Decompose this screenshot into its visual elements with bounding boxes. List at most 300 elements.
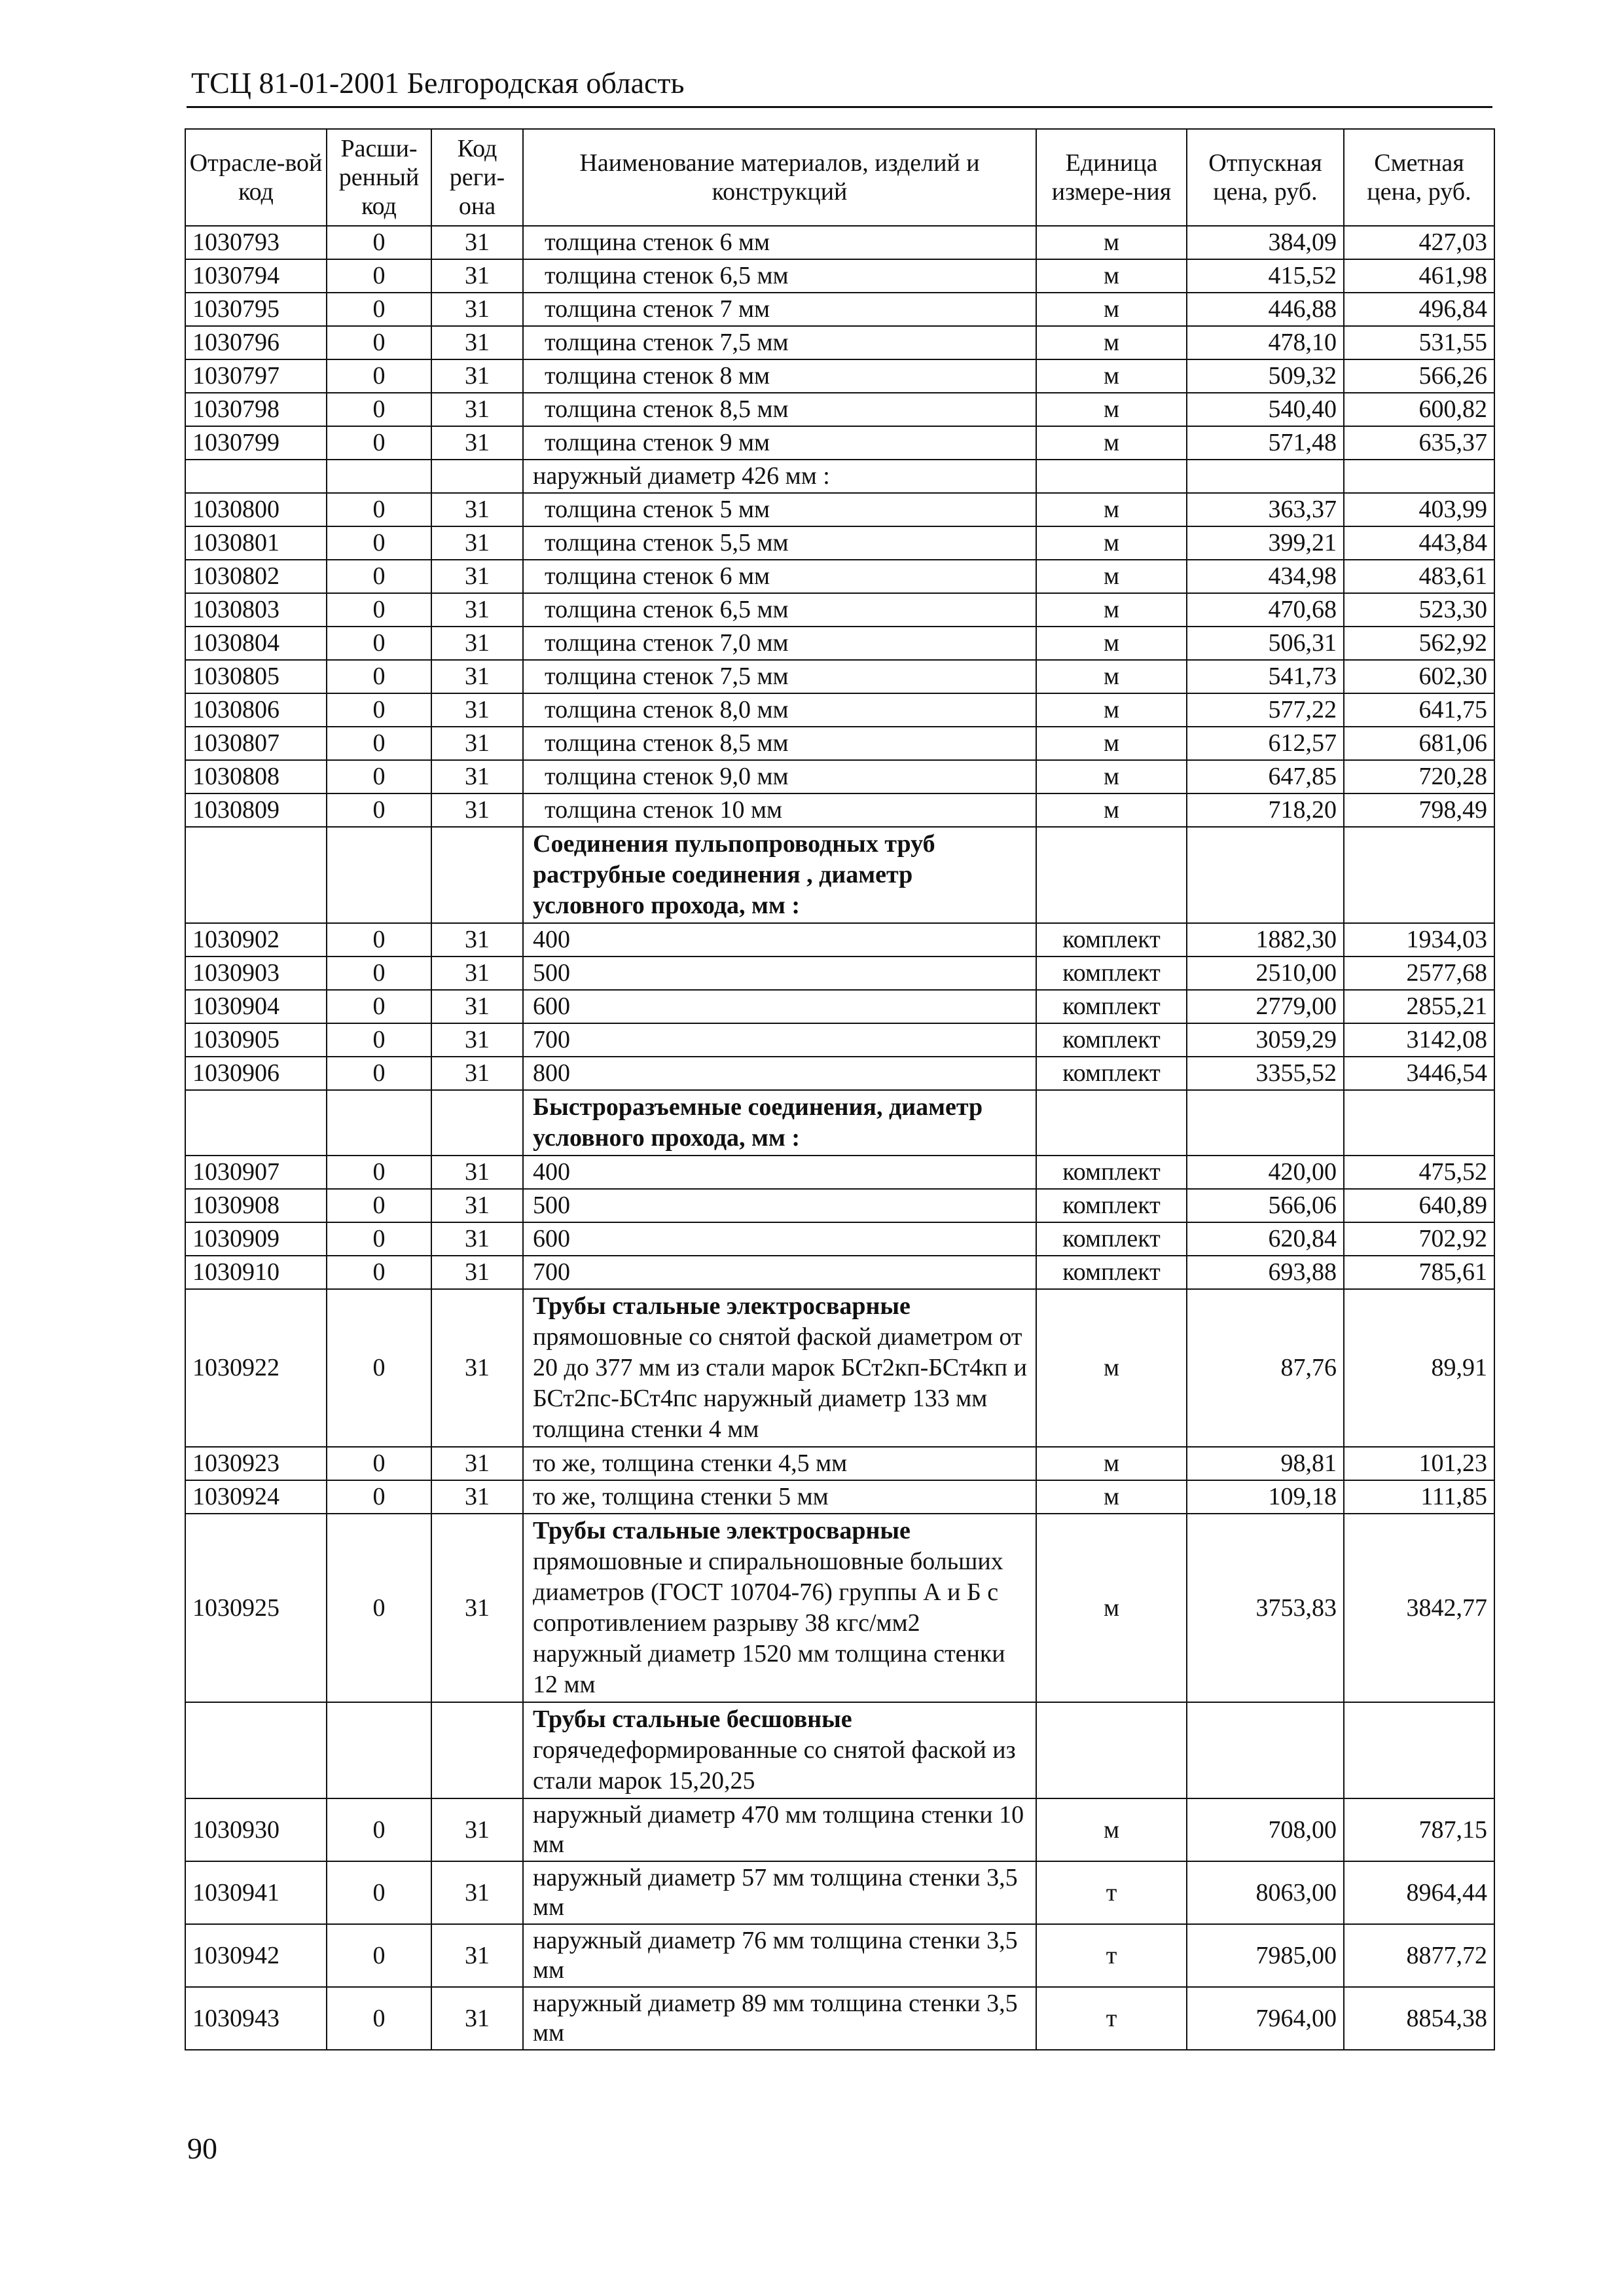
cell-release-price: 478,10 [1187, 326, 1344, 359]
cell-sector-code: 1030808 [185, 760, 327, 793]
cell-unit: комплект [1036, 1057, 1187, 1090]
cell-unit: м [1036, 1798, 1187, 1861]
section-header-row [185, 1090, 1494, 1156]
cell-name: наружный диаметр 470 мм толщина стенки 10 мм [523, 1798, 1036, 1861]
cell-region-code: 31 [431, 493, 523, 526]
cell-release-price: 718,20 [1187, 793, 1344, 827]
cell-extended-code: 0 [327, 326, 431, 359]
cell-estimate-price: 531,55 [1344, 326, 1494, 359]
cell-extended-code: 0 [327, 727, 431, 760]
table-row [185, 923, 1494, 957]
cell-extended-code: 0 [327, 693, 431, 727]
cell-sector-code: 1030799 [185, 426, 327, 460]
cell-sector-code: 1030925 [185, 1514, 327, 1702]
cell-unit: т [1036, 1861, 1187, 1924]
cell-unit: комплект [1036, 1256, 1187, 1289]
cell-extended-code: 0 [327, 760, 431, 793]
cell-estimate-price: 566,26 [1344, 359, 1494, 393]
cell-empty [185, 827, 327, 923]
cell-name: толщина стенок 5 мм [523, 493, 1036, 526]
cell-empty [1036, 1702, 1187, 1798]
section-title: Трубы стальные электросварные [533, 1517, 911, 1544]
cell-unit: м [1036, 526, 1187, 560]
cell-sector-code: 1030904 [185, 990, 327, 1023]
cell-name: толщина стенок 6 мм [523, 226, 1036, 259]
cell-unit: м [1036, 727, 1187, 760]
cell-region-code: 31 [431, 957, 523, 990]
cell-estimate-price: 475,52 [1344, 1156, 1494, 1189]
table-row [185, 1156, 1494, 1189]
cell-sector-code: 1030805 [185, 660, 327, 693]
cell-extended-code: 0 [327, 1189, 431, 1222]
cell-estimate-price: 89,91 [1344, 1289, 1494, 1447]
cell-estimate-price: 3842,77 [1344, 1514, 1494, 1702]
cell-region-code: 31 [431, 560, 523, 593]
cell-estimate-price: 483,61 [1344, 560, 1494, 593]
cell-sector-code: 1030905 [185, 1023, 327, 1057]
table-body [185, 226, 1494, 2050]
cell-region-code: 31 [431, 923, 523, 957]
cell-empty [1344, 1702, 1494, 1798]
cell-unit: м [1036, 760, 1187, 793]
cell-sector-code: 1030941 [185, 1861, 327, 1924]
table-row [185, 1057, 1494, 1090]
cell-name: 500 [523, 957, 1036, 990]
cell-sector-code: 1030922 [185, 1289, 327, 1447]
cell-extended-code: 0 [327, 393, 431, 426]
cell-unit: комплект [1036, 957, 1187, 990]
cell-empty [1187, 460, 1344, 493]
cell-name: толщина стенок 6,5 мм [523, 593, 1036, 627]
cell-release-price: 2510,00 [1187, 957, 1344, 990]
column-header-release-price: Отпускная цена, руб. [1187, 129, 1344, 226]
table-row [185, 326, 1494, 359]
cell-release-price: 98,81 [1187, 1447, 1344, 1480]
cell-release-price: 693,88 [1187, 1256, 1344, 1289]
cell-name [523, 1090, 1036, 1156]
cell-estimate-price: 523,30 [1344, 593, 1494, 627]
cell-name: толщина стенок 9,0 мм [523, 760, 1036, 793]
column-header-sector-code: Отрасле-вой код [185, 129, 327, 226]
cell-release-price: 420,00 [1187, 1156, 1344, 1189]
cell-region-code: 31 [431, 1798, 523, 1861]
cell-sector-code: 1030797 [185, 359, 327, 393]
cell-sector-code: 1030800 [185, 493, 327, 526]
cell-extended-code: 0 [327, 560, 431, 593]
cell-extended-code: 0 [327, 259, 431, 293]
cell-empty [327, 827, 431, 923]
cell-extended-code: 0 [327, 1023, 431, 1057]
table-row [185, 990, 1494, 1023]
cell-empty [327, 460, 431, 493]
cell-unit: м [1036, 693, 1187, 727]
cell-region-code: 31 [431, 1057, 523, 1090]
cell-sector-code: 1030930 [185, 1798, 327, 1861]
cell-estimate-price: 403,99 [1344, 493, 1494, 526]
cell-region-code: 31 [431, 359, 523, 393]
table-row [185, 1222, 1494, 1256]
cell-release-price: 434,98 [1187, 560, 1344, 593]
document-header: ТСЦ 81-01-2001 Белгородская область [191, 66, 685, 100]
cell-name: толщина стенок 6,5 мм [523, 259, 1036, 293]
cell-estimate-price: 111,85 [1344, 1480, 1494, 1514]
table-row [185, 1447, 1494, 1480]
cell-estimate-price: 8854,38 [1344, 1987, 1494, 2050]
cell-empty [185, 460, 327, 493]
cell-extended-code: 0 [327, 957, 431, 990]
cell-name [523, 1289, 1036, 1447]
cell-extended-code: 0 [327, 990, 431, 1023]
cell-subheader: наружный диаметр 426 мм : [523, 460, 1036, 493]
cell-name: 700 [523, 1023, 1036, 1057]
cell-estimate-price: 600,82 [1344, 393, 1494, 426]
cell-release-price: 577,22 [1187, 693, 1344, 727]
cell-estimate-price: 101,23 [1344, 1447, 1494, 1480]
cell-unit: м [1036, 393, 1187, 426]
cell-name: толщина стенок 8 мм [523, 359, 1036, 393]
section-title: Быстроразъемные соединения, диаметр условного прохода, мм : [533, 1093, 983, 1152]
cell-empty [327, 1090, 431, 1156]
cell-estimate-price: 641,75 [1344, 693, 1494, 727]
table-row [185, 1256, 1494, 1289]
cell-unit: т [1036, 1924, 1187, 1987]
section-title: Трубы стальные бесшовные [533, 1705, 852, 1733]
cell-extended-code: 0 [327, 293, 431, 326]
cell-extended-code: 0 [327, 493, 431, 526]
cell-unit: комплект [1036, 1156, 1187, 1189]
section-description: прямошовные со снятой фаской диаметром от 20 до 377 мм из стали марок БСт2кп-БСт4кп и БСт2пс-БСт4пс наружный диаметр 133 мм толщина стенки 4 мм [533, 1323, 1027, 1443]
section-title: Трубы стальные электросварные [533, 1292, 911, 1320]
cell-sector-code: 1030907 [185, 1156, 327, 1189]
cell-unit: комплект [1036, 990, 1187, 1023]
cell-region-code: 31 [431, 326, 523, 359]
cell-name: толщина стенок 10 мм [523, 793, 1036, 827]
cell-unit: м [1036, 627, 1187, 660]
cell-sector-code: 1030942 [185, 1924, 327, 1987]
cell-name [523, 1702, 1036, 1798]
cell-sector-code: 1030796 [185, 326, 327, 359]
cell-unit: м [1036, 493, 1187, 526]
cell-name: 700 [523, 1256, 1036, 1289]
cell-unit: м [1036, 560, 1187, 593]
cell-extended-code: 0 [327, 226, 431, 259]
cell-release-price: 620,84 [1187, 1222, 1344, 1256]
cell-estimate-price: 798,49 [1344, 793, 1494, 827]
cell-sector-code: 1030903 [185, 957, 327, 990]
cell-sector-code: 1030807 [185, 727, 327, 760]
cell-region-code: 31 [431, 1222, 523, 1256]
cell-region-code: 31 [431, 990, 523, 1023]
cell-region-code: 31 [431, 1023, 523, 1057]
cell-region-code: 31 [431, 1480, 523, 1514]
cell-estimate-price: 2577,68 [1344, 957, 1494, 990]
cell-name [523, 1514, 1036, 1702]
cell-empty [1036, 827, 1187, 923]
cell-release-price: 647,85 [1187, 760, 1344, 793]
table-row [185, 1289, 1494, 1447]
cell-region-code: 31 [431, 627, 523, 660]
cell-unit: комплект [1036, 923, 1187, 957]
cell-extended-code: 0 [327, 1514, 431, 1702]
cell-release-price: 109,18 [1187, 1480, 1344, 1514]
cell-unit: м [1036, 1289, 1187, 1447]
cell-region-code: 31 [431, 1987, 523, 2050]
column-header-region-code: Код реги-она [431, 129, 523, 226]
cell-name: толщина стенок 7 мм [523, 293, 1036, 326]
section-description: горячедеформированные со снятой фаской из стали марок 15,20,25 [533, 1736, 1016, 1795]
cell-empty [431, 827, 523, 923]
table-row [185, 1514, 1494, 1702]
cell-name: наружный диаметр 76 мм толщина стенки 3,5 мм [523, 1924, 1036, 1987]
cell-region-code: 31 [431, 1447, 523, 1480]
table-row [185, 1798, 1494, 1861]
cell-unit: м [1036, 793, 1187, 827]
cell-region-code: 31 [431, 727, 523, 760]
cell-release-price: 446,88 [1187, 293, 1344, 326]
table-row [185, 593, 1494, 627]
cell-estimate-price: 8964,44 [1344, 1861, 1494, 1924]
cell-sector-code: 1030804 [185, 627, 327, 660]
cell-sector-code: 1030794 [185, 259, 327, 293]
cell-estimate-price: 562,92 [1344, 627, 1494, 660]
cell-empty [431, 1090, 523, 1156]
column-header-estimate-price: Сметная цена, руб. [1344, 129, 1494, 226]
cell-sector-code: 1030924 [185, 1480, 327, 1514]
cell-estimate-price: 602,30 [1344, 660, 1494, 693]
cell-sector-code: 1030798 [185, 393, 327, 426]
cell-name: толщина стенок 8,5 мм [523, 727, 1036, 760]
cell-release-price: 566,06 [1187, 1189, 1344, 1222]
cell-extended-code: 0 [327, 793, 431, 827]
table-row [185, 660, 1494, 693]
cell-region-code: 31 [431, 793, 523, 827]
table-row [185, 1924, 1494, 1987]
cell-estimate-price: 640,89 [1344, 1189, 1494, 1222]
cell-name: толщина стенок 5,5 мм [523, 526, 1036, 560]
cell-region-code: 31 [431, 693, 523, 727]
table-row [185, 1861, 1494, 1924]
cell-extended-code: 0 [327, 627, 431, 660]
section-subheader-row [185, 460, 1494, 493]
cell-release-price: 3355,52 [1187, 1057, 1344, 1090]
cell-extended-code: 0 [327, 1480, 431, 1514]
cell-estimate-price: 2855,21 [1344, 990, 1494, 1023]
cell-region-code: 31 [431, 526, 523, 560]
cell-extended-code: 0 [327, 1987, 431, 2050]
table-row [185, 793, 1494, 827]
cell-sector-code: 1030906 [185, 1057, 327, 1090]
table-row [185, 226, 1494, 259]
cell-region-code: 31 [431, 426, 523, 460]
cell-sector-code: 1030806 [185, 693, 327, 727]
cell-region-code: 31 [431, 1156, 523, 1189]
cell-region-code: 31 [431, 293, 523, 326]
cell-unit: м [1036, 1447, 1187, 1480]
cell-unit: м [1036, 426, 1187, 460]
cell-extended-code: 0 [327, 1156, 431, 1189]
cell-sector-code: 1030801 [185, 526, 327, 560]
cell-extended-code: 0 [327, 1447, 431, 1480]
cell-unit: м [1036, 359, 1187, 393]
cell-sector-code: 1030809 [185, 793, 327, 827]
cell-name: 400 [523, 1156, 1036, 1189]
cell-empty [1187, 1090, 1344, 1156]
cell-extended-code: 0 [327, 660, 431, 693]
cell-sector-code: 1030795 [185, 293, 327, 326]
table-row [185, 426, 1494, 460]
cell-empty [1344, 460, 1494, 493]
cell-name: 600 [523, 1222, 1036, 1256]
cell-release-price: 8063,00 [1187, 1861, 1344, 1924]
cell-extended-code: 0 [327, 1222, 431, 1256]
cell-estimate-price: 3142,08 [1344, 1023, 1494, 1057]
cell-region-code: 31 [431, 593, 523, 627]
cell-sector-code: 1030908 [185, 1189, 327, 1222]
table-row [185, 727, 1494, 760]
cell-estimate-price: 635,37 [1344, 426, 1494, 460]
table-row [185, 493, 1494, 526]
cell-unit: комплект [1036, 1023, 1187, 1057]
cell-estimate-price: 496,84 [1344, 293, 1494, 326]
cell-region-code: 31 [431, 660, 523, 693]
cell-estimate-price: 681,06 [1344, 727, 1494, 760]
cell-estimate-price: 785,61 [1344, 1256, 1494, 1289]
cell-extended-code: 0 [327, 359, 431, 393]
cell-release-price: 399,21 [1187, 526, 1344, 560]
cell-sector-code: 1030902 [185, 923, 327, 957]
cell-release-price: 3059,29 [1187, 1023, 1344, 1057]
cell-release-price: 540,40 [1187, 393, 1344, 426]
cell-release-price: 415,52 [1187, 259, 1344, 293]
cell-region-code: 31 [431, 1289, 523, 1447]
cell-estimate-price: 461,98 [1344, 259, 1494, 293]
cell-release-price: 708,00 [1187, 1798, 1344, 1861]
cell-sector-code: 1030802 [185, 560, 327, 593]
table-row [185, 1023, 1494, 1057]
cell-empty [431, 1702, 523, 1798]
cell-extended-code: 0 [327, 1798, 431, 1861]
cell-name: 800 [523, 1057, 1036, 1090]
cell-estimate-price: 702,92 [1344, 1222, 1494, 1256]
cell-name: толщина стенок 9 мм [523, 426, 1036, 460]
cell-estimate-price: 3446,54 [1344, 1057, 1494, 1090]
cell-name: 500 [523, 1189, 1036, 1222]
cell-sector-code: 1030909 [185, 1222, 327, 1256]
table-row [185, 957, 1494, 990]
cell-extended-code: 0 [327, 593, 431, 627]
cell-unit: т [1036, 1987, 1187, 2050]
cell-release-price: 87,76 [1187, 1289, 1344, 1447]
column-header-extended-code: Расши-ренный код [327, 129, 431, 226]
cell-estimate-price: 1934,03 [1344, 923, 1494, 957]
cell-region-code: 31 [431, 1256, 523, 1289]
cell-sector-code: 1030923 [185, 1447, 327, 1480]
table-row [185, 526, 1494, 560]
cell-unit: м [1036, 593, 1187, 627]
cell-estimate-price: 787,15 [1344, 1798, 1494, 1861]
cell-estimate-price: 720,28 [1344, 760, 1494, 793]
cell-name [523, 827, 1036, 923]
cell-empty [327, 1702, 431, 1798]
cell-sector-code: 1030910 [185, 1256, 327, 1289]
cell-sector-code: 1030793 [185, 226, 327, 259]
cell-region-code: 31 [431, 1189, 523, 1222]
cell-name: 400 [523, 923, 1036, 957]
cell-name: толщина стенок 6 мм [523, 560, 1036, 593]
cell-region-code: 31 [431, 1861, 523, 1924]
cell-extended-code: 0 [327, 1057, 431, 1090]
cell-extended-code: 0 [327, 426, 431, 460]
table-header-row [185, 129, 1494, 226]
cell-empty [431, 460, 523, 493]
table-row [185, 259, 1494, 293]
cell-name: 600 [523, 990, 1036, 1023]
cell-name: толщина стенок 8,5 мм [523, 393, 1036, 426]
cell-release-price: 509,32 [1187, 359, 1344, 393]
table-row [185, 693, 1494, 727]
table-row [185, 760, 1494, 793]
cell-empty [185, 1090, 327, 1156]
cell-release-price: 612,57 [1187, 727, 1344, 760]
cell-empty [1036, 460, 1187, 493]
cell-release-price: 363,37 [1187, 493, 1344, 526]
cell-name: то же, толщина стенки 4,5 мм [523, 1447, 1036, 1480]
cell-region-code: 31 [431, 1514, 523, 1702]
cell-extended-code: 0 [327, 1289, 431, 1447]
table-row [185, 560, 1494, 593]
cell-region-code: 31 [431, 259, 523, 293]
price-table [185, 128, 1495, 2050]
cell-empty [1187, 827, 1344, 923]
cell-unit: м [1036, 1514, 1187, 1702]
cell-extended-code: 0 [327, 526, 431, 560]
cell-release-price: 470,68 [1187, 593, 1344, 627]
cell-release-price: 541,73 [1187, 660, 1344, 693]
cell-empty [1036, 1090, 1187, 1156]
cell-unit: м [1036, 660, 1187, 693]
cell-extended-code: 0 [327, 923, 431, 957]
table-row [185, 1480, 1494, 1514]
cell-release-price: 571,48 [1187, 426, 1344, 460]
section-description: прямошовные и спиральношовные больших диаметров (ГОСТ 10704-76) группы А и Б с сопротивлением разрыву 38 кгс/мм2 наружный диаметр 1520 мм толщина стенки 12 мм [533, 1548, 1005, 1698]
cell-release-price: 1882,30 [1187, 923, 1344, 957]
cell-empty [1344, 1090, 1494, 1156]
cell-name: толщина стенок 7,0 мм [523, 627, 1036, 660]
column-header-name: Наименование материалов, изделий и конструкций [523, 129, 1036, 226]
table-row [185, 627, 1494, 660]
cell-extended-code: 0 [327, 1256, 431, 1289]
cell-region-code: 31 [431, 226, 523, 259]
cell-release-price: 506,31 [1187, 627, 1344, 660]
cell-release-price: 3753,83 [1187, 1514, 1344, 1702]
column-header-unit: Единица измере-ния [1036, 129, 1187, 226]
cell-empty [185, 1702, 327, 1798]
table-row [185, 293, 1494, 326]
table-row [185, 1987, 1494, 2050]
cell-unit: м [1036, 293, 1187, 326]
cell-region-code: 31 [431, 1924, 523, 1987]
cell-name: то же, толщина стенки 5 мм [523, 1480, 1036, 1514]
cell-unit: м [1036, 259, 1187, 293]
cell-unit: м [1036, 1480, 1187, 1514]
cell-unit: комплект [1036, 1189, 1187, 1222]
cell-name: толщина стенок 7,5 мм [523, 326, 1036, 359]
table-row [185, 393, 1494, 426]
section-header-row [185, 827, 1494, 923]
cell-name: наружный диаметр 57 мм толщина стенки 3,5 мм [523, 1861, 1036, 1924]
cell-region-code: 31 [431, 393, 523, 426]
cell-release-price: 384,09 [1187, 226, 1344, 259]
